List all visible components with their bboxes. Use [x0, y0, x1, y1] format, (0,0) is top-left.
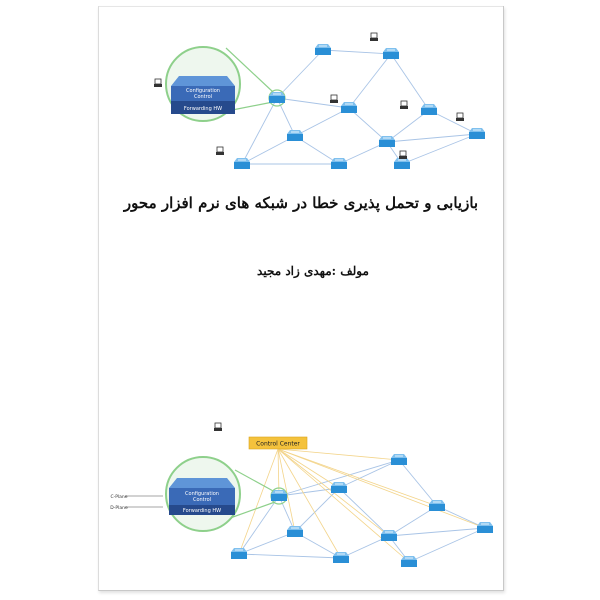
control-link [278, 449, 409, 562]
network-link [402, 134, 477, 164]
network-switch [333, 552, 349, 563]
network-link [349, 108, 387, 142]
network-link [339, 488, 389, 536]
control-center-label: Control Center [256, 440, 300, 448]
network-link [349, 54, 391, 108]
network-link [239, 496, 279, 554]
host-computer [400, 101, 408, 109]
box-label-forwarding-hw: Forwarding HW [182, 508, 222, 514]
network-switch [331, 158, 347, 169]
network-link [277, 98, 349, 108]
network-switch [287, 526, 303, 537]
host-computer [456, 113, 464, 121]
network-switch [379, 136, 395, 147]
network-link [295, 488, 339, 532]
network-switch [287, 130, 303, 141]
control-link [239, 449, 278, 554]
network-link [279, 488, 339, 496]
network-switch [469, 128, 485, 139]
host-computer [399, 151, 407, 159]
control-link [278, 449, 341, 558]
network-switch [269, 92, 285, 103]
control-link [278, 449, 399, 460]
network-switch [231, 548, 247, 559]
network-link [323, 50, 391, 54]
sdn-switch-zoom-top [166, 47, 273, 121]
control-center [249, 437, 307, 449]
network-link [387, 134, 477, 142]
host-computer [330, 95, 338, 103]
d-plane-label: D-Plane [110, 506, 128, 511]
network-switch [331, 482, 347, 493]
document-page [98, 6, 504, 591]
control-link [278, 449, 279, 496]
box-label-configuration: Configuration [185, 491, 219, 497]
network-switch [421, 104, 437, 115]
network-switch [383, 48, 399, 59]
network-link [239, 532, 295, 554]
host-computer [216, 147, 224, 155]
network-switch [341, 102, 357, 113]
c-plane-label: C-Plane [110, 495, 128, 500]
network-diagram-bottom [99, 410, 503, 580]
network-link [242, 98, 277, 164]
controller-computer [214, 423, 222, 431]
network-switch [429, 500, 445, 511]
host-computer [370, 33, 378, 41]
network-link [239, 554, 341, 558]
network-link [277, 50, 323, 98]
network-link [295, 108, 349, 136]
network-switch [391, 454, 407, 465]
box-label-control: Control [192, 497, 212, 503]
network-diagram-top [99, 6, 503, 186]
network-switch [234, 158, 250, 169]
sdn-switch-zoom-bottom [110, 457, 275, 531]
box-label-forwarding-hw: Forwarding HW [183, 106, 223, 112]
control-link [278, 449, 485, 528]
box-label-configuration: Configuration [186, 88, 220, 94]
network-switch [315, 44, 331, 55]
host-computer [154, 79, 162, 87]
network-switch [477, 522, 493, 533]
network-switch [271, 490, 287, 501]
network-link [391, 54, 429, 110]
box-label-control: Control [193, 94, 213, 100]
network-switch [401, 556, 417, 567]
network-switch [381, 530, 397, 541]
document-author: مولف :مهدی زاد مجید [257, 264, 369, 278]
network-switch [394, 158, 410, 169]
document-title: بازیابی و تحمل پذیری خطا در شبکه های نرم افزار محور [123, 194, 479, 212]
